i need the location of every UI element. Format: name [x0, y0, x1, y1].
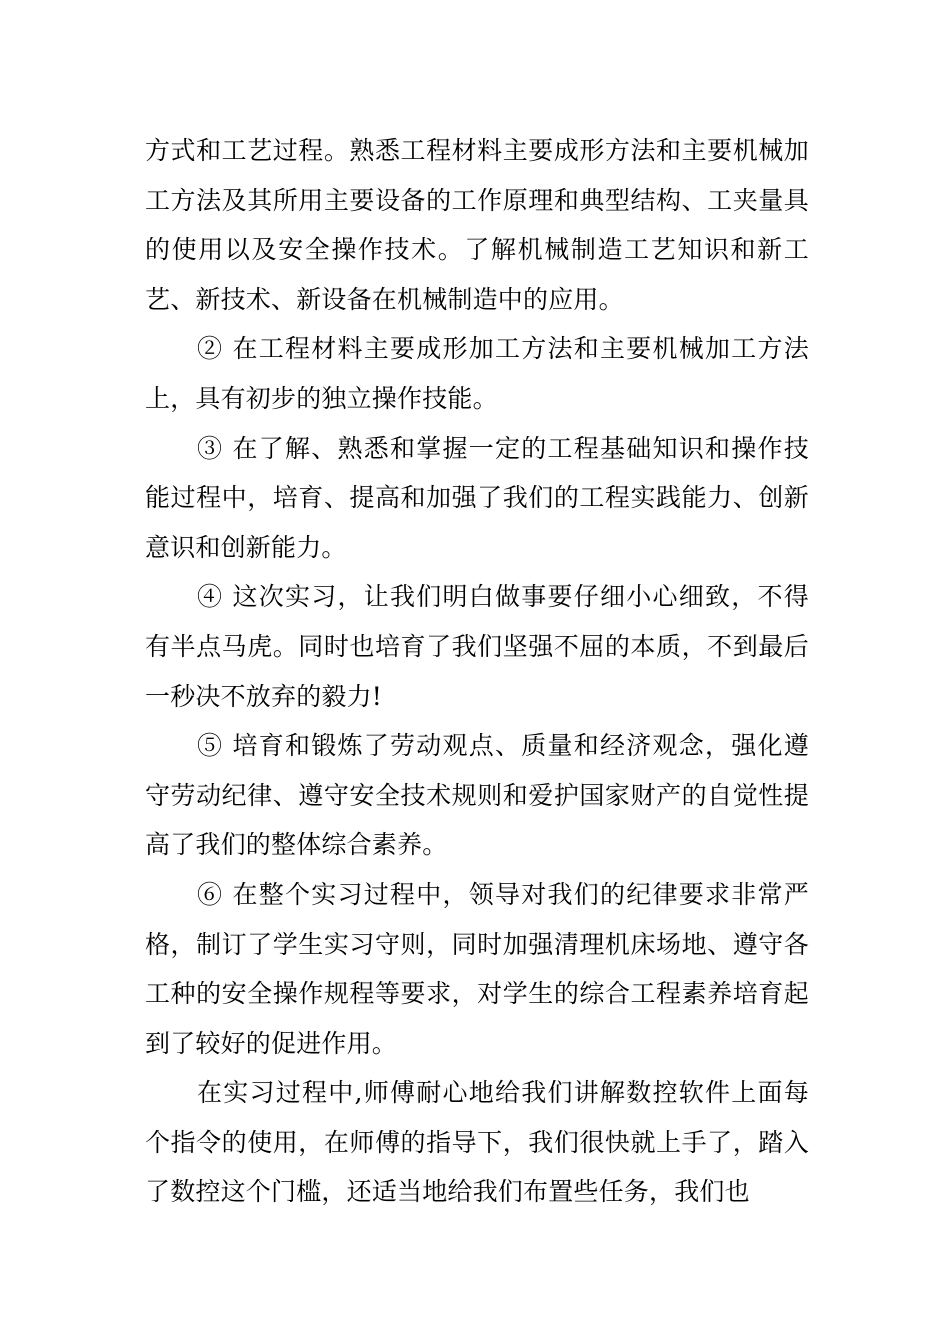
- paragraph-4: ④ 这次实习，让我们明白做事要仔细小心细致，不得有半点马虎。同时也培育了我们坚强不屈的本质，不到最后一秒决不放弃的毅力!: [145, 582, 809, 711]
- paragraph-1: 方式和工艺过程。熟悉工程材料主要成形方法和主要机械加工方法及其所用主要设备的工作原理和典型结构、工夹量具的使用以及安全操作技术。了解机械制造工艺知识和新工艺、新技术、新设备在机械制造中的应用。: [145, 136, 809, 314]
- paragraph-3: ③ 在了解、熟悉和掌握一定的工程基础知识和操作技能过程中，培育、提高和加强了我们的工程实践能力、创新意识和创新能力。: [145, 433, 809, 562]
- paragraph-2: ② 在工程材料主要成形加工方法和主要机械加工方法上，具有初步的独立操作技能。: [145, 334, 809, 413]
- paragraph-5: ⑤ 培育和锻炼了劳动观点、质量和经济观念，强化遵守劳动纪律、遵守安全技术规则和爱护国家财产的自觉性提高了我们的整体综合素养。: [145, 731, 809, 860]
- document-body: [145, 126, 809, 1217]
- paragraph-7: 在实习过程中,师傅耐心地给我们讲解数控软件上面每个指令的使用，在师傅的指导下，我们很快就上手了，踏入了数控这个门槛，还适当地给我们布置些任务，我们也: [145, 1078, 809, 1207]
- paragraph-6: ⑥ 在整个实习过程中，领导对我们的纪律要求非常严格，制订了学生实习守则，同时加强清理机床场地、遵守各工种的安全操作规程等要求，对学生的综合工程素养培育起到了较好的促进作用。: [145, 879, 809, 1058]
